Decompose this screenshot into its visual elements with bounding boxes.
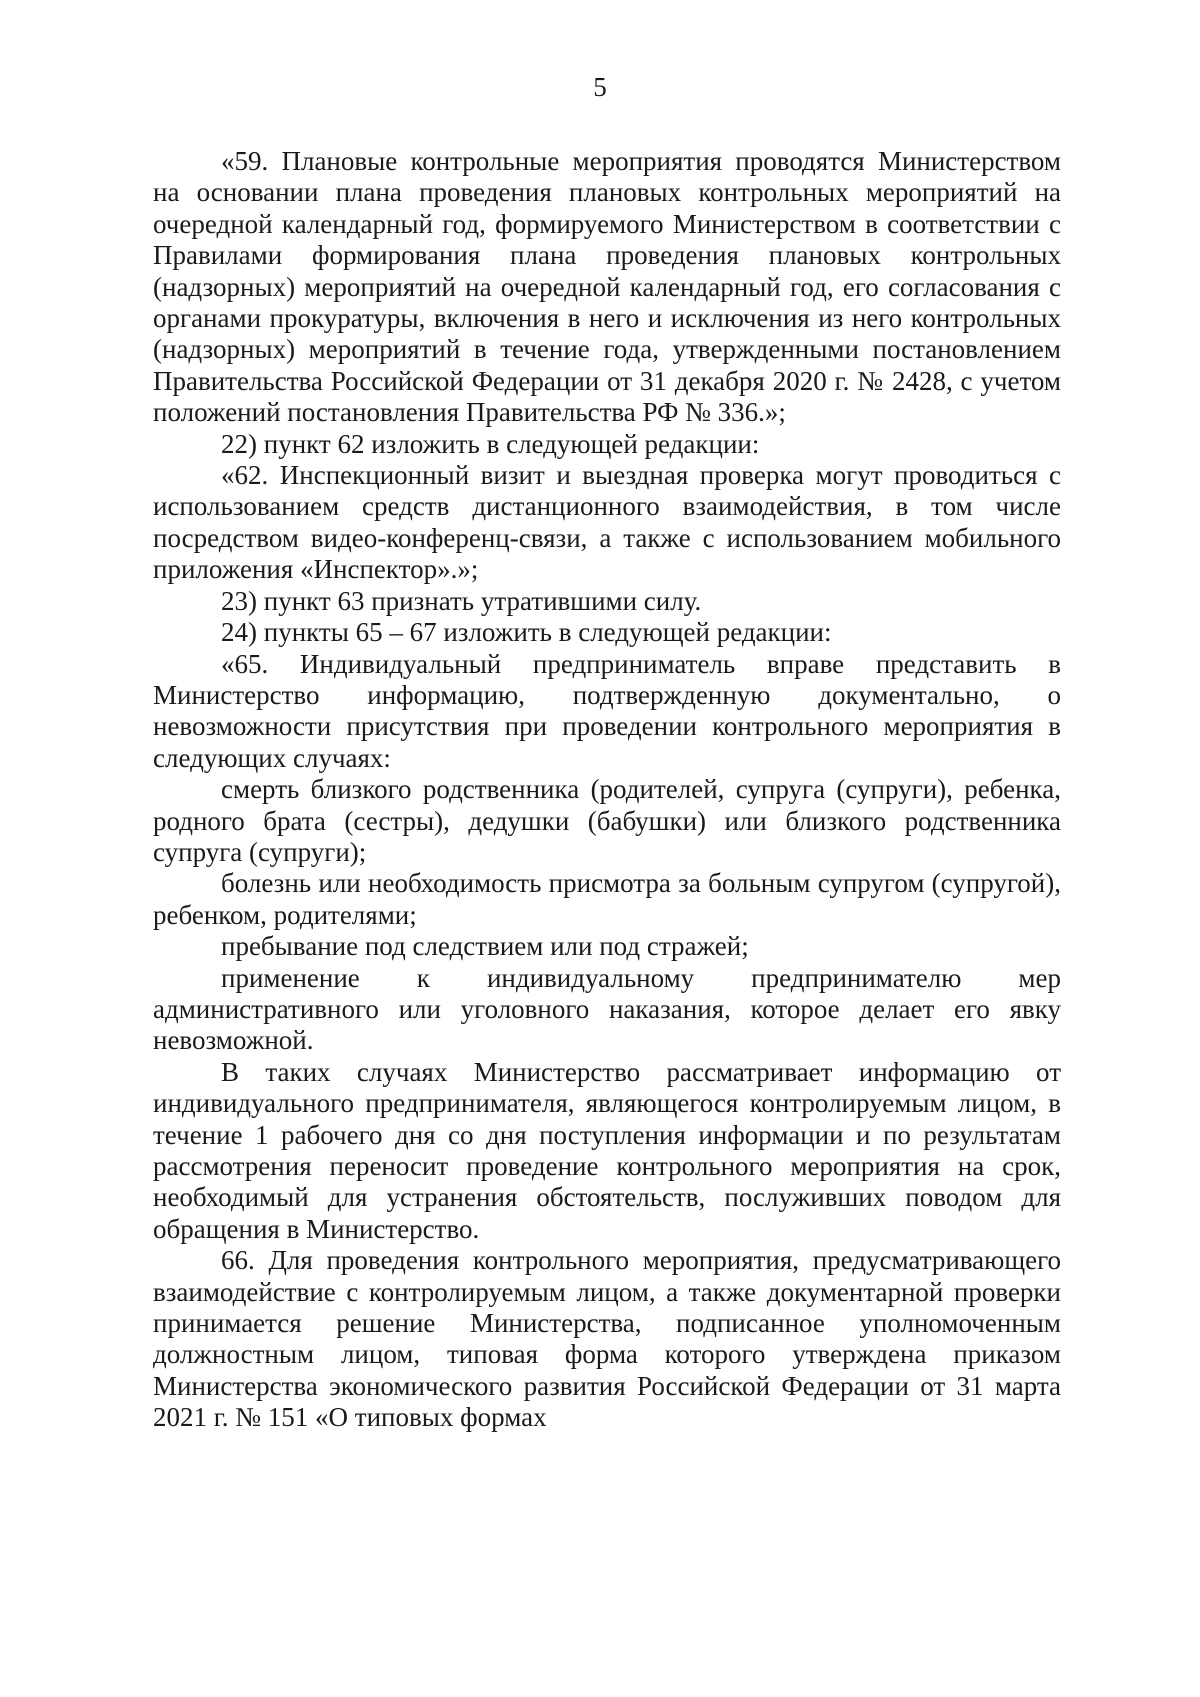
paragraph-amendment-23: 23) пункт 63 признать утратившими силу. xyxy=(221,585,702,616)
paragraph-item-65: «65. Индивидуальный предприниматель вправе представить в Министерство информацию, подтвержденную документально, о невозможности присутствия при проведении контрольного мероприятия в следующих случаях: xyxy=(153,648,1061,773)
paragraph-item-66: 66. Для проведения контрольного мероприятия, предусматривающего взаимодействие с контролируемым лицом, а также документарной проверки принимается решение Министерства, подписанное уполномоченным должностным лицом, типовая форма которого утверждена приказом Министерства экономического развития Российской Федерации от 31 марта 2021 г. № 151 «О типовых формах xyxy=(153,1245,1061,1433)
paragraph-case-custody: пребывание под следствием или под стражей; xyxy=(221,931,749,962)
paragraph-item-62: «62. Инспекционный визит и выездная проверка могут проводиться с использованием средств дистанционного взаимодействия, в том числе посредством видео-конференц-связи, а также с использованием мобильного приложения «Инспектор».»; xyxy=(153,460,1061,585)
paragraph-amendment-24: 24) пункты 65 – 67 изложить в следующей редакции: xyxy=(221,617,832,648)
page-number: 5 xyxy=(593,72,607,102)
paragraph-item-59: «59. Плановые контрольные мероприятия проводятся Министерством на основании плана проведения плановых контрольных мероприятий на очередной календарный год, формируемого Министерством в соответствии с Правилами формирования плана проведения плановых контрольных (надзорных) мероприятий на очередной календарный год, его согласования с органами прокуратуры, включения в него и исключения из него контрольных (надзорных) мероприятий в течение года, утвержденными постановлением Правительства Российской Федерации от 31 декабря 2020 г. № 2428, с учетом положений постановления Правительства РФ № 336.»; xyxy=(153,146,1061,428)
paragraph-case-punishment: применение к индивидуальному предпринимателю мер административного или уголовного наказания, которое делает его явку невозможной. xyxy=(153,962,1061,1056)
document-body xyxy=(153,146,1061,1434)
paragraph-case-death: смерть близкого родственника (родителей, супруга (супруги), ребенка, родного брата (сестры), дедушки (бабушки) или близкого родственника супруга (супруги); xyxy=(153,774,1061,867)
paragraph-ministry-review: В таких случаях Министерство рассматривает информацию от индивидуального предпринимателя, являющегося контролируемым лицом, в течение 1 рабочего дня со дня поступления информации и по результатам рассмотрения переносит проведение контрольного мероприятия на срок, необходимый для устранения обстоятельств, послуживших поводом для обращения в Министерство. xyxy=(153,1056,1061,1244)
paragraph-amendment-22: 22) пункт 62 изложить в следующей редакции: xyxy=(221,428,760,459)
paragraph-case-illness: болезнь или необходимость присмотра за больным супругом (супругой), ребенком, родителями; xyxy=(153,868,1061,930)
